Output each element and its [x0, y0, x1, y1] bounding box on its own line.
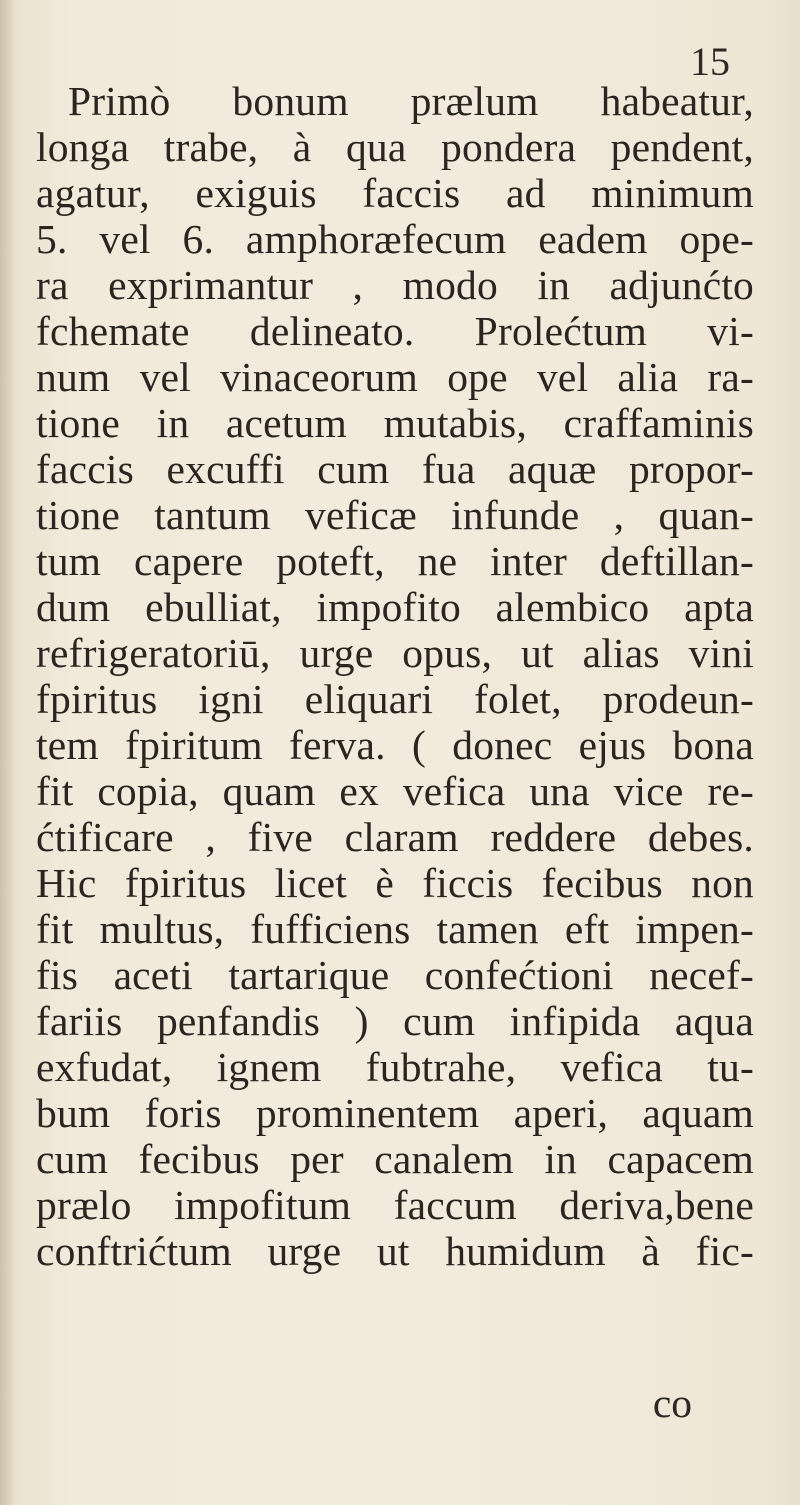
text-line: fit copia, quam ex vefica una vice re- — [36, 768, 754, 814]
text-line: bum foris prominentem aperi, aquam — [36, 1090, 754, 1136]
text-line: fariis penfandis ) cum infipida aqua — [36, 998, 754, 1044]
text-line: agatur, exiguis faccis ad minimum — [36, 170, 754, 216]
text-line: dum ebulliat, impofito alembico apta — [36, 584, 754, 630]
text-line: fpiritus igni eliquari folet, prodeun- — [36, 676, 754, 722]
text-line: prælo impofitum faccum deriva,bene — [36, 1182, 754, 1228]
text-line: tione in acetum mutabis, craffaminis — [36, 400, 754, 446]
text-line: Hic fpiritus licet è ficcis fecibus non — [36, 860, 754, 906]
text-line: tum capere poteft, ne inter deftillan- — [36, 538, 754, 584]
body-text — [36, 78, 754, 1274]
text-line: 5. vel 6. amphoræfecum eadem ope- — [36, 216, 754, 262]
text-line: Primò bonum prælum habeatur, — [68, 78, 754, 124]
text-line: ra exprimantur , modo in adjunćto — [36, 262, 754, 308]
text-line: ćtificare , five claram reddere debes. — [36, 814, 754, 860]
text-line: tem fpiritum ferva. ( donec ejus bona — [36, 722, 754, 768]
catchword: co — [652, 1380, 692, 1426]
text-line: longa trabe, à qua pondera pendent, — [36, 124, 754, 170]
text-line: num vel vinaceorum ope vel alia ra- — [36, 354, 754, 400]
gutter-shadow — [0, 0, 14, 1505]
text-line: conftrićtum urge ut humidum à fic- — [36, 1228, 754, 1274]
text-line: cum fecibus per canalem in capacem — [36, 1136, 754, 1182]
text-line: refrigeratoriū, urge opus, ut alias vini — [36, 630, 754, 676]
text-line: faccis excuffi cum fua aquæ propor- — [36, 446, 754, 492]
text-line: fit multus, fufficiens tamen eft impen- — [36, 906, 754, 952]
page-number: 15 — [690, 39, 730, 84]
text-line: tione tantum veficæ infunde , quan- — [36, 492, 754, 538]
text-line: exfudat, ignem fubtrahe, vefica tu- — [36, 1044, 754, 1090]
text-line: fchemate delineato. Prolećtum vi- — [36, 308, 754, 354]
text-line: fis aceti tartarique confećtioni necef- — [36, 952, 754, 998]
